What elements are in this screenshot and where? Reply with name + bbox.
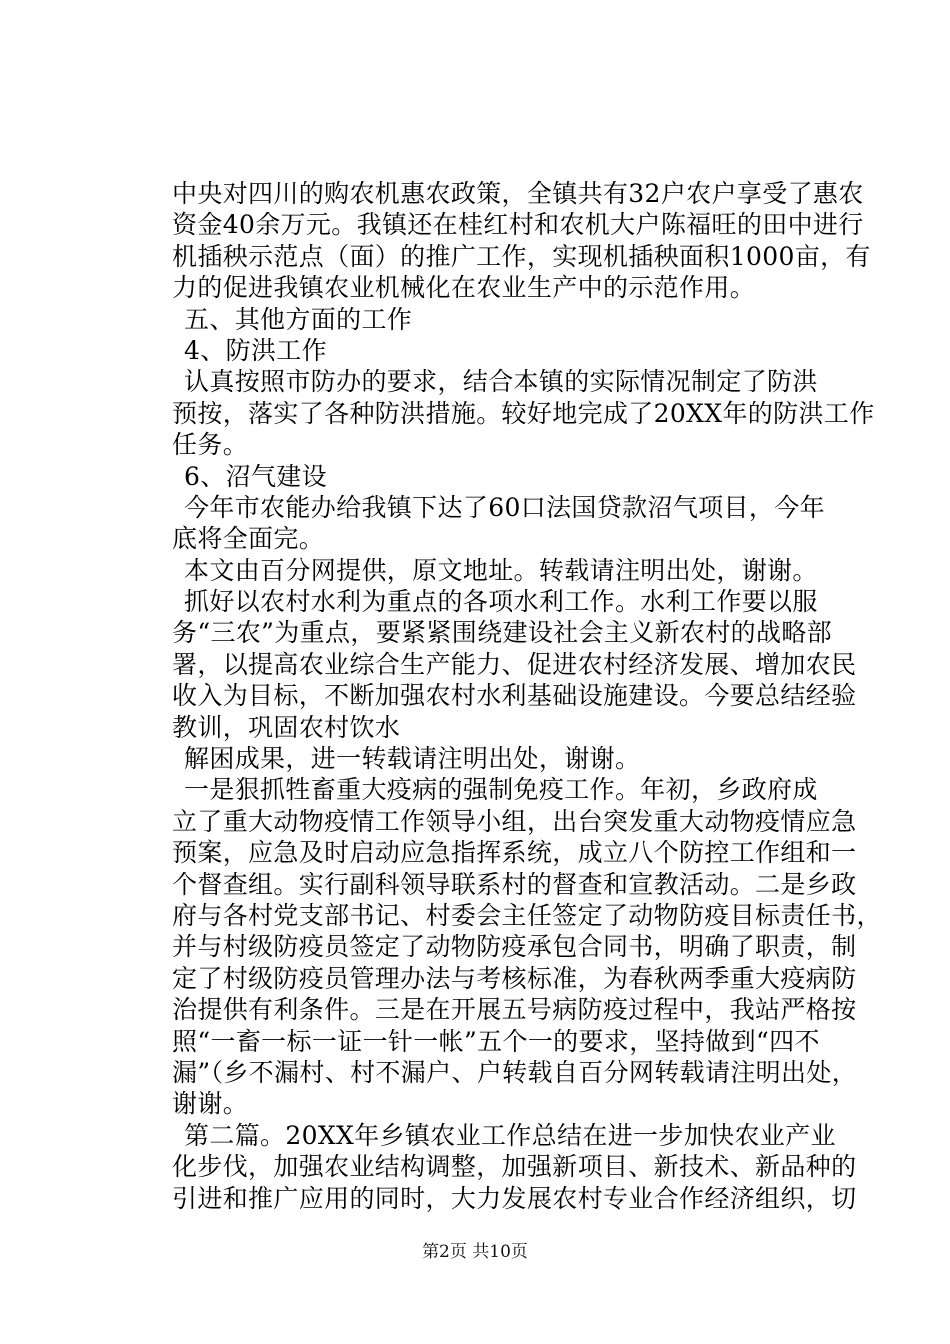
text-line: 定了村级防疫员管理办法与考核标准，为春秋两季重大疫病防 [172, 963, 857, 993]
text-line: 解困成果，进一转载请注明出处，谢谢。 [184, 744, 641, 774]
text-line: 照“一畜一标一证一针一帐”五个一的要求，坚持做到“四不 [172, 1026, 820, 1056]
subsection-heading: 6、沼气建设 [184, 461, 328, 491]
text-line: 今年市农能办给我镇下达了60口法国贷款沼气项目，今年 [184, 492, 825, 522]
section-heading: 五、其他方面的工作 [184, 304, 413, 334]
text-line: 一是狠抓牲畜重大疫病的强制免疫工作。年初，乡政府成 [184, 775, 818, 805]
text-line: 务“三农”为重点，要紧紧围绕建设社会主义新农村的战略部 [172, 618, 833, 648]
text-line: 本文由百分网提供，原文地址。转载请注明出处，谢谢。 [184, 555, 818, 585]
text-line: 力的促进我镇农业机械化在农业生产中的示范作用。 [172, 273, 756, 303]
document-body [172, 178, 882, 1214]
text-line: 教训，巩固农村饮水 [172, 712, 401, 742]
text-line: 机插秧示范点（面）的推广工作，实现机插秧面积1000亩，有 [172, 241, 871, 271]
text-line: 资金40余万元。我镇还在桂红村和农机大户陈福旺的田中进行 [172, 210, 864, 240]
text-line: 并与村级防疫员签定了动物防疫承包合同书，明确了职责，制 [172, 932, 857, 962]
text-line: 预案，应急及时启动应急指挥系统，成立八个防控工作组和一 [172, 838, 857, 868]
text-line: 治提供有利条件。三是在开展五号病防疫过程中，我站严格按 [172, 995, 857, 1025]
text-line: 引进和推广应用的同时，大力发展农村专业合作经济组织，切 [172, 1183, 857, 1213]
text-line: 府与各村党支部书记、村委会主任签定了动物防疫目标责任书， [172, 900, 882, 930]
text-line: 任务。 [172, 430, 249, 460]
text-line: 立了重大动物疫情工作领导小组，出台突发重大动物疫情应急 [172, 806, 857, 836]
text-line: 漏”（乡不漏村、村不漏户、户转载自百分网转载请注明出处， [172, 1057, 858, 1087]
text-line: 化步伐，加强农业结构调整，加强新项目、新技术、新品种的 [172, 1152, 857, 1182]
text-line: 个督查组。实行副科领导联系村的督查和宣教活动。二是乡政 [172, 869, 857, 899]
text-line: 抓好以农村水利为重点的各项水利工作。水利工作要以服 [184, 587, 818, 617]
text-line: 底将全面完。 [172, 524, 325, 554]
text-line: 谢谢。 [172, 1089, 249, 1119]
page-number: 第2页 共10页 [422, 1242, 528, 1262]
text-line: 署，以提高农业综合生产能力、促进农村经济发展、增加农民 [172, 649, 857, 679]
text-line: 认真按照市防办的要求，结合本镇的实际情况制定了防洪 [184, 367, 818, 397]
subsection-heading: 4、防洪工作 [184, 335, 328, 365]
text-line: 收入为目标，不断加强农村水利基础设施建设。今要总结经验 [172, 681, 857, 711]
text-line: 中央对四川的购农机惠农政策，全镇共有32户农户享受了惠农 [172, 179, 864, 208]
text-line: 第二篇。20XX年乡镇农业工作总结在进一步加快农业产业 [184, 1120, 836, 1150]
text-line: 预按，落实了各种防洪措施。较好地完成了20XX年的防洪工作 [172, 398, 875, 428]
